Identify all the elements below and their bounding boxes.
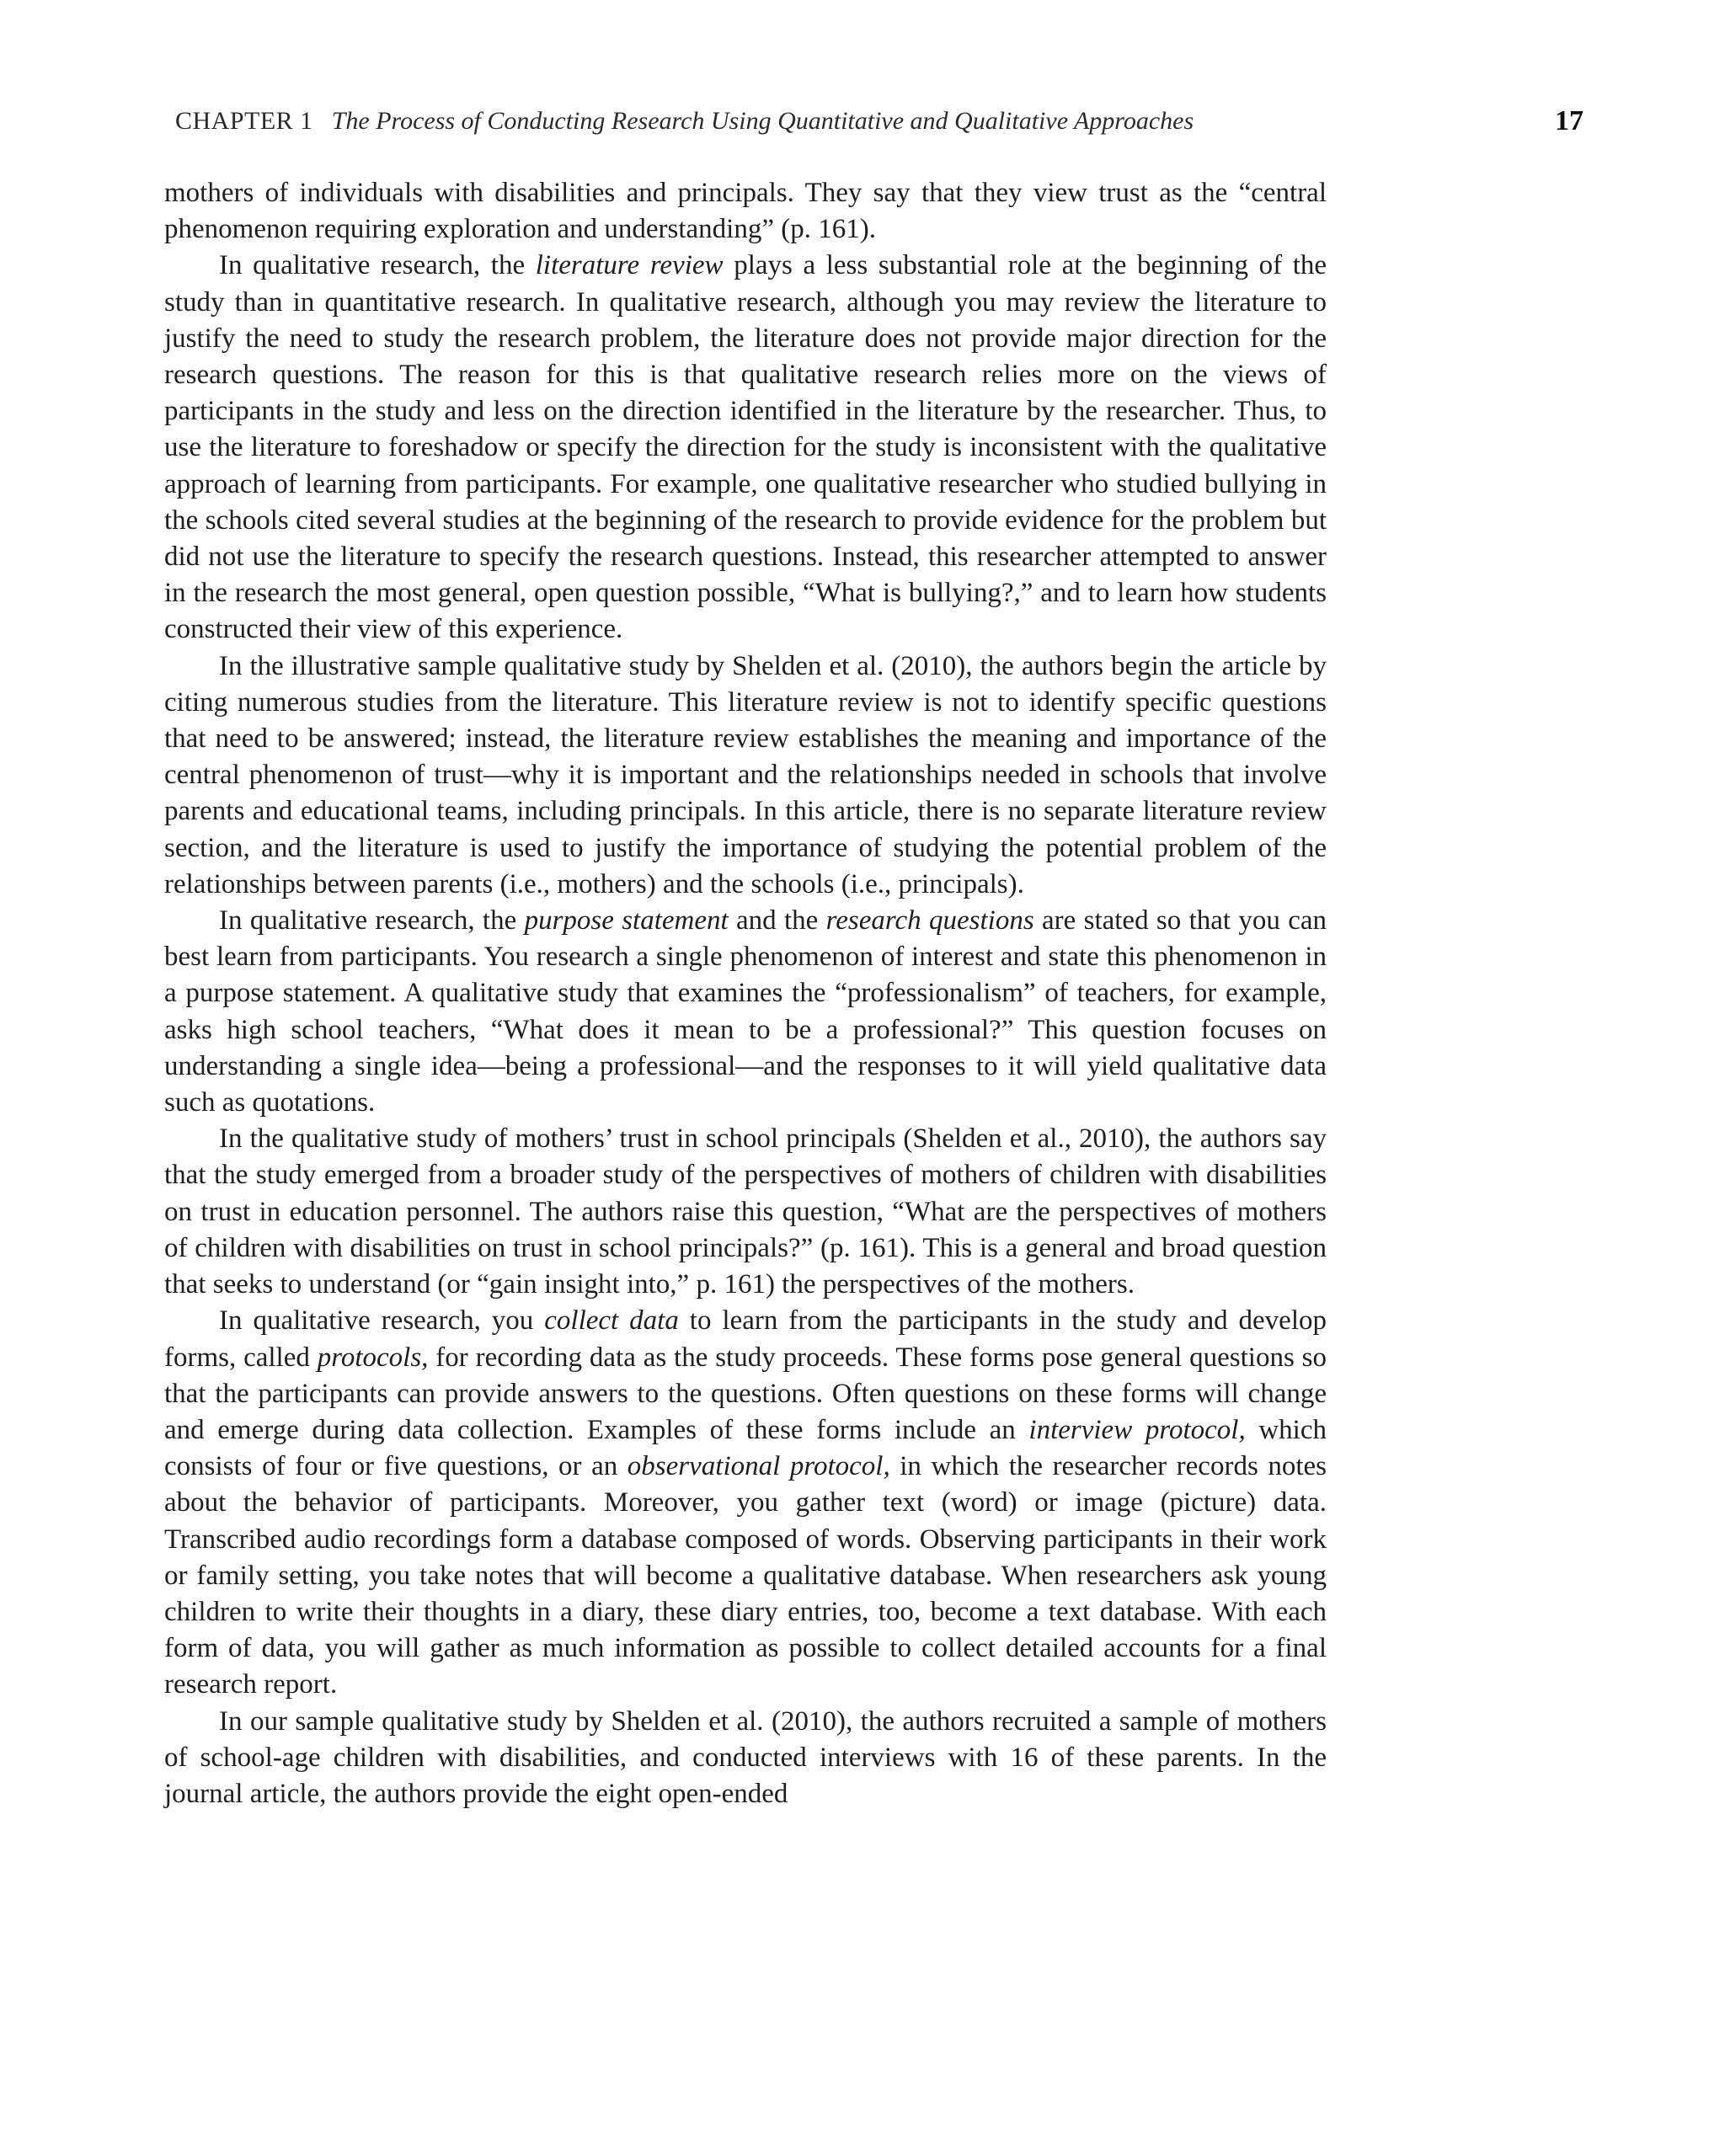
text-segment: plays a less substantial role at the beginning of the study than in quantitative research. In qualitative research, although you may review the literature to justify the need to study the research problem, the literature does not provide major direction for the research questions. The reason for this is that qualitative research relies more on the views of participants in the study and less on the direction identified in the literature by the researcher. Thus, to use the literature to foreshadow or specify the direction for the study is inconsistent with the qualitative approach of learning from participants. For example, one qualitative researcher who studied bullying in the schools cited several studies at the beginning of the research to provide evidence for the problem but did not use the literature to specify the research questions. Instead, this researcher attempted to answer in the research the most general, open question possible, “What is bullying?,” and to learn how students constructed their view of this experience. [164,250,1327,645]
italic-term: observational protocol, [627,1451,890,1482]
paragraph [164,1121,1327,1303]
running-header [175,101,1583,141]
italic-term: purpose statement [524,905,729,937]
text-segment: In qualitative research, the [219,905,525,937]
italic-term: literature review [535,250,724,281]
paragraph [164,248,1327,648]
page-number: 17 [1555,105,1583,136]
italic-term: interview protocol, [1028,1414,1246,1445]
text-segment: In our sample qualitative study by Shelden et al. (2010), the authors recruited a sample of mothers of school-age children with disabilities, and conducted interviews with 16 of these parents. In the journal article, the authors provide the eight open-ended [164,1705,1327,1809]
chapter-title: The Process of Conducting Research Using Quantitative and Qualitative Approaches [331,107,1194,135]
paragraph [164,903,1327,1121]
text-segment: which consists of four or five questions, or an [164,1414,1327,1482]
text-segment: to learn from the participants in the study and develop forms, called [164,1305,1327,1373]
text-segment: In qualitative research, you [219,1305,545,1337]
text-segment: are stated so that you can best learn from participants. You research a single phenomenon of interest and state this phenomenon in a purpose statement. A qualitative study that examines the “professionalism” of teachers, for example, asks high school teachers, “What does it mean to be a professional?” This question focuses on understanding a single idea—being a professional—and the responses to it will yield qualitative data such as quotations. [164,905,1327,1118]
paragraph [164,1704,1327,1813]
text-segment: for recording data as the study proceeds. These forms pose general questions so that the participants can provide answers to the questions. Often questions on these forms will change and emerge during data collection. Examples of these forms include an [164,1342,1327,1445]
italic-term: collect data [544,1305,679,1337]
chapter-label: CHAPTER 1 [175,107,313,135]
text-segment: mothers of individuals with disabilities and principals. They say that they view trust as the “central phenomenon requiring exploration and understanding” (p. 161). [164,178,1327,245]
body-text [164,175,1327,1812]
text-segment: In qualitative research, the [219,250,536,281]
paragraph [164,648,1327,903]
text-segment: In the illustrative sample qualitative study by Shelden et al. (2010), the authors begin the article by citing numerous studies from the literature. This literature review is not to identify specific questions that need to be answered; instead, the literature review establishes the meaning and importance of the central phenomenon of trust—why it is important and the relationships needed in schools that involve parents and educational teams, including principals. In this article, there is no separate literature review section, and the literature is used to justify the importance of studying the potential problem of the relationships between parents (i.e., mothers) and the schools (i.e., principals). [164,650,1327,899]
italic-term: protocols, [317,1342,429,1373]
italic-term: research questions [825,905,1034,937]
text-segment: in which the researcher records notes about the behavior of participants. Moreover, you gather text (word) or image (picture) data. Transcribed audio recordings form a database composed of words. Observing participants in their work or family setting, you take notes that will become a qualitative database. When researchers ask young children to write their thoughts in a diary, these diary entries, too, become a text database. With each form of data, you will gather as much information as possible to collect detailed accounts for a final research report. [164,1451,1327,1700]
paragraph [164,1303,1327,1703]
paragraph [164,175,1327,248]
text-segment: In the qualitative study of mothers’ trust in school principals (Shelden et al., 2010), the authors say that the study emerged from a broader study of the perspectives of mothers of children with disabilities on trust in education personnel. The authors raise this question, “What are the perspectives of mothers of children with disabilities on trust in school principals?” (p. 161). This is a general and broad question that seeks to understand (or “gain insight into,” p. 161) the perspectives of the mothers. [164,1123,1327,1300]
text-segment: and the [728,905,826,937]
